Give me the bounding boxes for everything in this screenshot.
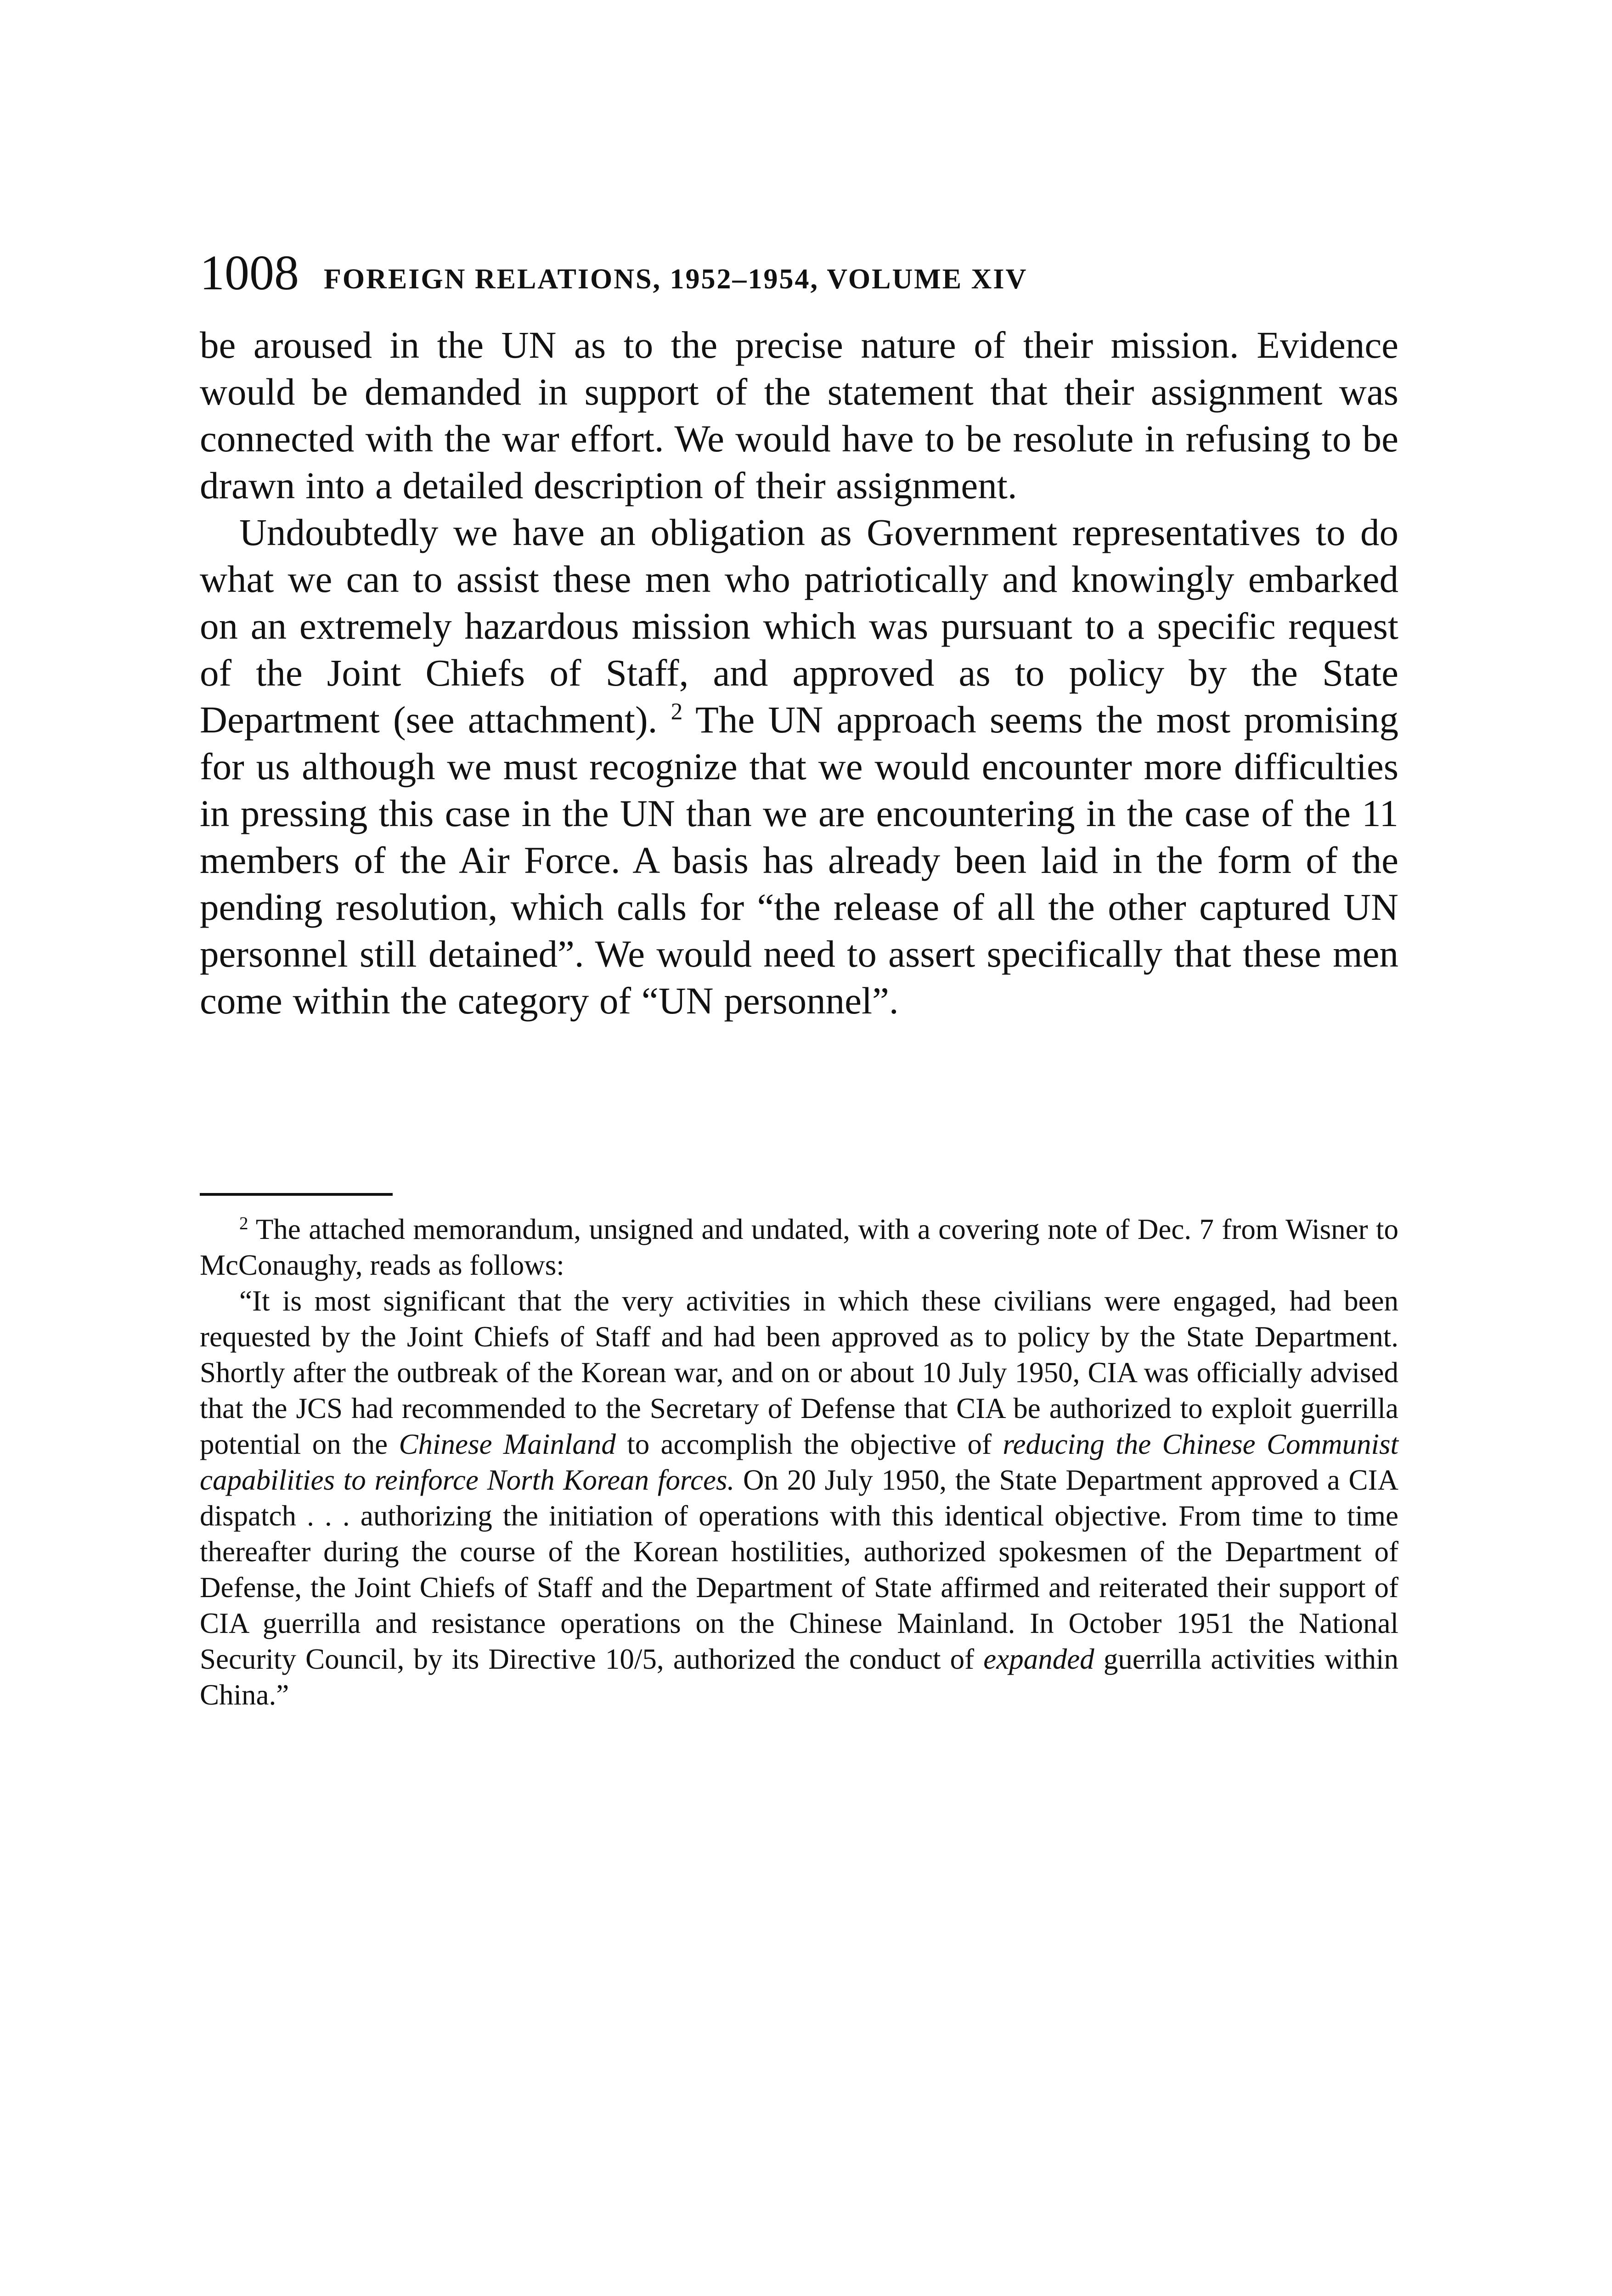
italic-text-run: Chinese Mainland — [399, 1428, 616, 1460]
paragraph-text: The UN approach seems the most promising for us although we must recognize that we would encounter more difficulties in pressing this case in the UN than we are encountering in the case of the 11 members of the Air Force. A basis has already been laid in the form of the pending resolution, which calls for “the release of all the other captured UN personnel still detained”. We would need to assert specifically that these men come within the category of “UN personnel”. — [200, 698, 1398, 1022]
running-title: FOREIGN RELATIONS, 1952–1954, VOLUME XIV — [324, 264, 1028, 295]
body-paragraph: be aroused in the UN as to the precise nature of their mission. Evidence would be demanded in support of the statement that their assignment was connected with the war effort. We would have to be resolute in refusing to be drawn into a detailed description of their assignment. — [200, 324, 1398, 506]
text-run: “It is most significant that the very activities in which these civilians were engaged, had been requested by the Joint Chiefs of Staff and had been approved as to policy by the State Department. Shortly after the outbreak of the Korean war, and on or about 10 July 1950, CIA was officially advised that the JCS had recommended to the Secretary of Defense that CIA be authorized to exploit guerrilla potential on the — [200, 1285, 1398, 1460]
text-run: to accomplish the objective of — [615, 1428, 1003, 1460]
paragraph-text: Undoubtedly we have an obligation as Government representatives to do what we can to assist these men who patriotically and knowingly embarked on an extremely hazardous mission which was pursuant to a specific request of the Joint Chiefs of Staff, and approved as to policy by the State Department (see attachment). — [200, 511, 1398, 741]
footnote-quote — [200, 1283, 1398, 1713]
italic-text-run: reducing the Chinese Communist capabilities to reinforce North Korean forces. — [200, 1428, 1399, 1496]
page-number: 1008 — [200, 246, 299, 300]
body-paragraph — [200, 509, 1398, 1024]
footnote-intro — [200, 1211, 1398, 1283]
footnote-divider — [200, 1193, 393, 1196]
footnote-marker: 2 — [239, 1213, 248, 1233]
body-text — [200, 321, 1398, 1024]
running-head — [200, 243, 1403, 303]
footnote-reference: 2 — [671, 698, 683, 725]
text-run: guerrilla activities within China.” — [200, 1643, 1398, 1711]
italic-text-run: expanded — [983, 1643, 1094, 1675]
footnote-text: The attached memorandum, unsigned and undated, with a covering note of Dec. 7 from Wisner to McConaughy, reads as follows: — [200, 1213, 1398, 1281]
text-run: On 20 July 1950, the State Department approved a CIA dispatch . . . authorizing the initiation of operations with this identical objective. From time to time thereafter during the course of the Korean hostilities, authorized spokesmen of the Department of Defense, the Joint Chiefs of Staff and the Department of State affirmed and reiterated their support of CIA guerrilla and resistance operations on the Chinese Mainland. In October 1951 the National Security Council, by its Directive 10/5, authorized the conduct of — [200, 1464, 1398, 1675]
footnotes — [200, 1211, 1398, 1713]
